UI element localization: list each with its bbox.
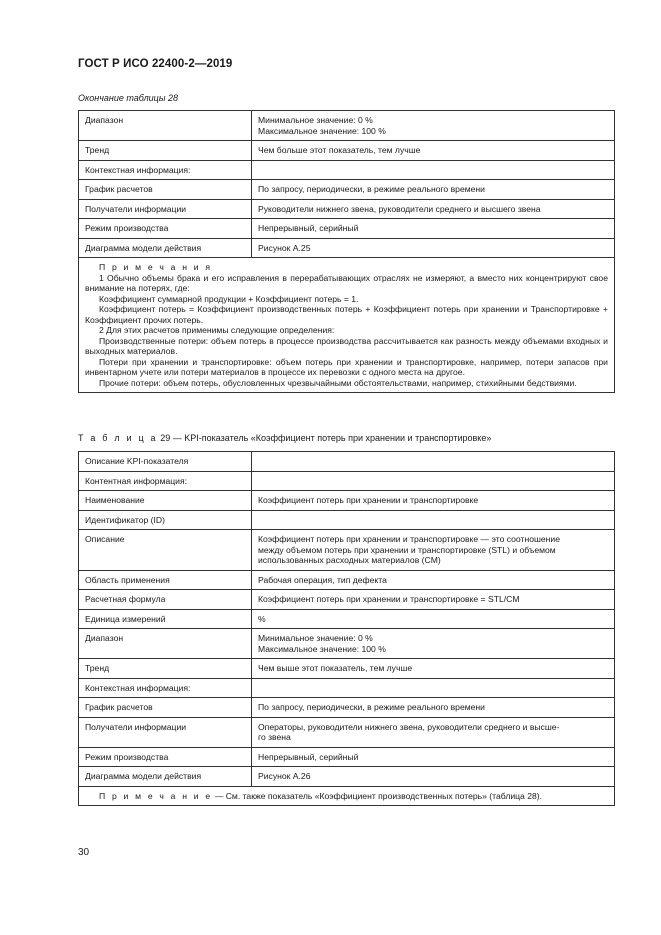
table-row <box>79 111 615 141</box>
value-line: По запросу, периодически, в режиме реального времени <box>258 184 485 194</box>
table-continuation-caption: Окончание таблицы 28 <box>78 93 178 103</box>
row-value <box>252 180 615 200</box>
row-value <box>252 609 615 629</box>
note-text: — См. также показатель «Коэффициент производственных потерь» (таблица 28). <box>214 790 543 801</box>
note-paragraph: 1 Обычно объемы брака и его исправления в перерабатывающих отраслях не измеряют, а вместо них концентрируют свое внимание на потерях, где: <box>85 272 608 293</box>
notes-cell <box>79 258 615 393</box>
table-row <box>79 160 615 180</box>
row-value <box>252 510 615 530</box>
table-caption-text: 29 — KPI-показатель «Коэффициент потерь при хранении и транспортировке» <box>160 433 492 443</box>
value-line: Непрерывный, серийный <box>258 223 359 233</box>
table-row <box>79 471 615 491</box>
table-row <box>79 767 615 787</box>
table-row <box>79 141 615 161</box>
table-row <box>79 530 615 571</box>
value-line: Чем больше этот показатель, тем лучше <box>258 145 421 155</box>
row-value <box>252 747 615 767</box>
value-line: Минимальное значение: 0 % <box>258 115 373 125</box>
note-paragraph: Прочие потери: объем потерь, обусловленных чрезвычайными обстоятельствами, например, стихийными бедствиями. <box>99 377 577 388</box>
value-line: По запросу, периодически, в режиме реального времени <box>258 702 485 712</box>
value-line <box>258 515 608 526</box>
document-header: ГОСТ Р ИСО 22400-2—2019 <box>78 58 233 70</box>
value-line <box>258 456 608 467</box>
row-value <box>252 199 615 219</box>
row-value <box>252 678 615 698</box>
table-29 <box>78 451 615 806</box>
row-value <box>252 659 615 679</box>
table-row <box>79 717 615 747</box>
table-row <box>79 629 615 659</box>
row-value <box>252 629 615 659</box>
value-line <box>258 476 608 487</box>
table-row <box>79 590 615 610</box>
row-label: График расчетов <box>79 698 252 718</box>
row-label: Расчетная формула <box>79 590 252 610</box>
row-label: Диаграмма модели действия <box>79 767 252 787</box>
value-line: Рисунок А.25 <box>258 242 311 253</box>
note-heading: П р и м е ч а н и е <box>99 790 213 801</box>
row-label: Контентная информация: <box>79 471 252 491</box>
value-line: между объемом потерь при хранении и транспортировке (STL) и объемом <box>258 544 556 555</box>
notes-row <box>79 258 615 393</box>
row-value <box>252 141 615 161</box>
row-value <box>252 590 615 610</box>
value-line <box>258 165 608 176</box>
note-row <box>79 786 615 806</box>
table-row <box>79 698 615 718</box>
row-value <box>252 160 615 180</box>
table-row <box>79 609 615 629</box>
row-label: Контекстная информация: <box>79 160 252 180</box>
table-row <box>79 452 615 472</box>
table-row <box>79 199 615 219</box>
row-label: Единица измерений <box>79 609 252 629</box>
note-cell <box>79 786 615 806</box>
row-value <box>252 238 615 258</box>
value-line: Минимальное значение: 0 % <box>258 633 373 643</box>
row-value <box>252 767 615 787</box>
value-line: использованных расходных материалов (CM) <box>258 555 441 565</box>
table-28-end <box>78 110 615 393</box>
value-line: Коэффициент потерь при хранении и транспортировке <box>258 495 479 505</box>
note-paragraph: Коэффициент потерь = Коэффициент производственных потерь + Коэффициент потерь при хранении и Транспортировке + Коэффициент прочих потерь. <box>85 304 608 325</box>
table-row <box>79 747 615 767</box>
row-label: График расчетов <box>79 180 252 200</box>
value-line: Операторы, руководители нижнего звена, руководители среднего и высше- <box>258 721 560 732</box>
row-value <box>252 491 615 511</box>
row-label: Область применения <box>79 570 252 590</box>
row-label: Описание KPI-показателя <box>79 452 252 472</box>
row-value <box>252 570 615 590</box>
row-label: Получатели информации <box>79 199 252 219</box>
value-line: Коэффициент потерь при хранении и транспортировке — это соотношение <box>258 534 560 544</box>
row-value <box>252 111 615 141</box>
value-line: Максимальное значение: 100 % <box>258 643 386 654</box>
value-line: Коэффициент потерь при хранении и транспортировке = STL/CM <box>258 594 520 604</box>
row-value <box>252 452 615 472</box>
value-line: го звена <box>258 732 291 742</box>
value-line: % <box>258 613 266 624</box>
table-row <box>79 219 615 239</box>
value-line: Руководители нижнего звена, руководители среднего и высшего звена <box>258 203 541 214</box>
row-label: Наименование <box>79 491 252 511</box>
value-line: Рисунок А.26 <box>258 771 311 781</box>
value-line <box>258 683 608 694</box>
table-row <box>79 510 615 530</box>
table-row <box>79 238 615 258</box>
row-label: Диапазон <box>79 629 252 659</box>
row-label: Идентификатор (ID) <box>79 510 252 530</box>
row-label: Диапазон <box>79 111 252 141</box>
table-29-caption <box>78 433 491 443</box>
row-label: Режим производства <box>79 747 252 767</box>
row-label: Контекстная информация: <box>79 678 252 698</box>
row-value <box>252 530 615 571</box>
note-paragraph: Потери при хранении и транспортировке: объем потерь при хранении и транспортировке, например, потери запасов при инвентарном учете или потери материалов в процессе их перевозки с одного места на другое. <box>85 356 608 377</box>
row-value <box>252 471 615 491</box>
value-line: Непрерывный, серийный <box>258 751 359 762</box>
note-paragraph: Производственные потери: объем потерь в процессе производства рассчитывается как разность между объемами входных и выходных материалов. <box>85 335 608 356</box>
notes-heading: П р и м е ч а н и я <box>99 262 213 272</box>
table-row <box>79 570 615 590</box>
row-label: Тренд <box>79 141 252 161</box>
note-paragraph: Коэффициент суммарной продукции + Коэффициент потерь = 1. <box>99 293 359 304</box>
row-label: Режим производства <box>79 219 252 239</box>
value-line: Максимальное значение: 100 % <box>258 125 386 136</box>
page-number: 30 <box>78 847 90 858</box>
value-line: Рабочая операция, тип дефекта <box>258 574 387 585</box>
row-label: Получатели информации <box>79 717 252 747</box>
table-row <box>79 659 615 679</box>
table-caption-prefix: Т а б л и ц а <box>78 433 158 443</box>
row-label: Описание <box>79 530 252 571</box>
row-label: Диаграмма модели действия <box>79 238 252 258</box>
note-paragraph: 2 Для этих расчетов применимы следующие определения: <box>99 325 335 335</box>
table-row <box>79 180 615 200</box>
row-value <box>252 219 615 239</box>
value-line: Чем выше этот показатель, тем лучше <box>258 663 413 673</box>
row-value <box>252 717 615 747</box>
row-label: Тренд <box>79 659 252 679</box>
table-row <box>79 491 615 511</box>
table-row <box>79 678 615 698</box>
row-value <box>252 698 615 718</box>
